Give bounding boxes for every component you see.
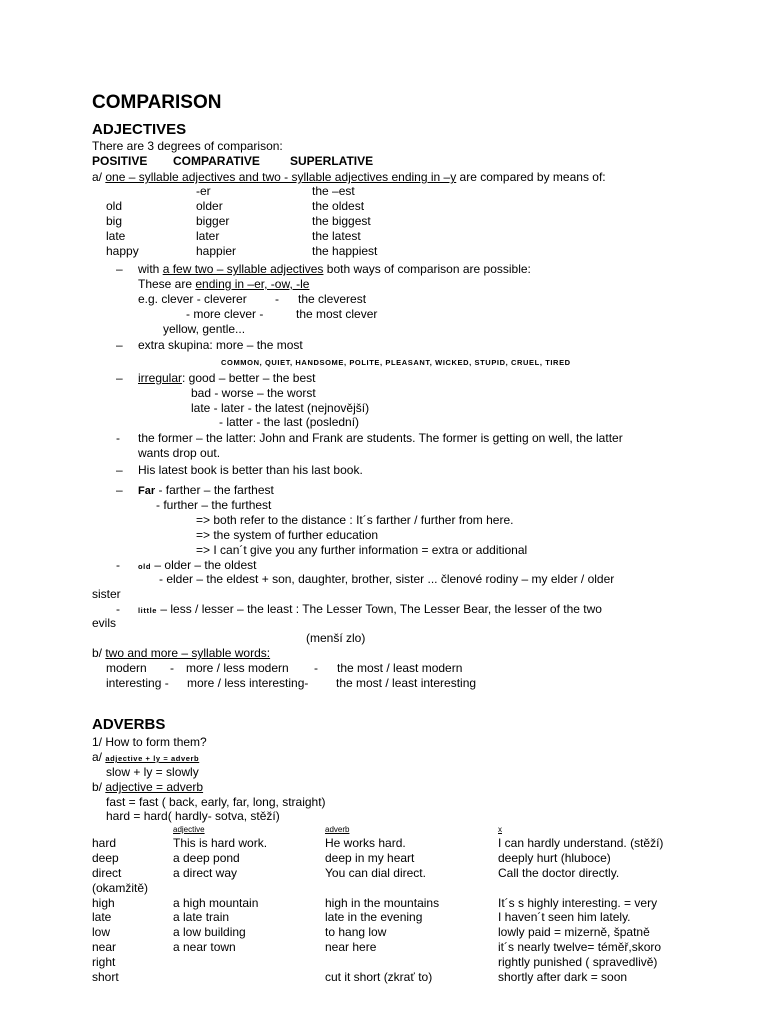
col-head-adjective: adjective xyxy=(173,825,205,834)
interesting-positive: interesting - xyxy=(106,676,169,690)
interesting-superlative: the most / least interesting xyxy=(336,676,477,690)
table-row-adjective: a direct way xyxy=(173,866,238,880)
table-row-word: short xyxy=(92,970,119,984)
little-translation: (menší zlo) xyxy=(306,631,366,645)
example-cleverer: e.g. clever - cleverer xyxy=(138,292,247,306)
table-row-x: lowly paid = mizerně, špatně xyxy=(498,925,650,939)
row-suffix-est: the –est xyxy=(312,184,355,198)
bullet-dash: – xyxy=(116,463,123,477)
col-head-x: x xyxy=(498,825,502,834)
old-elder: - elder – the eldest + son, daughter, brother, sister ... členové rodiny – my elder / older xyxy=(159,572,615,586)
table-row-adjective: a near town xyxy=(173,940,236,954)
bullet-dash: – xyxy=(116,483,123,497)
adverbs-hard: hard = hard( hardly- sotva, stěží) xyxy=(106,809,280,823)
row-late-superlative: the latest xyxy=(312,229,361,243)
row-late-comparative: later xyxy=(196,229,220,243)
table-row-adjective: This is hard work. xyxy=(173,836,268,850)
table-row-adverb: You can dial direct. xyxy=(325,866,426,880)
row-old-comparative: older xyxy=(196,199,223,213)
page-title: COMPARISON xyxy=(92,92,222,113)
table-row-adverb: to hang low xyxy=(325,925,387,939)
table-row-note: (okamžitě) xyxy=(92,881,149,895)
example-dash: - xyxy=(275,292,279,306)
table-row-adjective: a high mountain xyxy=(173,896,259,910)
example-more-clever: - more clever - xyxy=(186,307,264,321)
irregular-line: irregular: good – better – the best xyxy=(138,371,316,385)
degree-positive: POSITIVE xyxy=(92,154,148,168)
former-latter-line2: wants drop out. xyxy=(138,446,221,460)
table-row-x: deeply hurt (hluboce) xyxy=(498,851,611,865)
adverbs-fast: fast = fast ( back, early, far, long, straight) xyxy=(106,795,326,809)
row-happy-positive: happy xyxy=(106,244,139,258)
former-latter-line1: the former – the latter: John and Frank are students. The former is getting on well, the latter xyxy=(138,431,623,445)
row-old-superlative: the oldest xyxy=(312,199,365,213)
table-row-x: rightly punished ( spravedlivě) xyxy=(498,955,658,969)
modern-dash1: - xyxy=(170,661,174,675)
latest-example: His latest book is better than his last book. xyxy=(138,463,363,477)
bullet-dash: – xyxy=(116,338,123,352)
table-row-x: I haven´t seen him lately. xyxy=(498,910,631,924)
table-row-adjective: a deep pond xyxy=(173,851,240,865)
degree-comparative: COMPARATIVE xyxy=(173,154,260,168)
table-row-adverb: He works hard. xyxy=(325,836,406,850)
adverbs-slowly: slow + ly = slowly xyxy=(106,765,199,779)
table-row-x: I can hardly understand. (stěží) xyxy=(498,836,664,850)
table-row-adverb: high in the mountains xyxy=(325,896,440,910)
ending-line: These are ending in –er, -ow, -le xyxy=(138,277,310,291)
table-row-word: high xyxy=(92,896,115,910)
table-row-word: low xyxy=(92,925,111,939)
row-suffix-er: -er xyxy=(196,184,211,198)
adverbs-rule-b: b/ adjective = adverb xyxy=(92,780,204,794)
extra-group-list: COMMON, QUIET, HANDSOME, POLITE, PLEASANT, WICKED, STUPID, CRUEL, TIRED xyxy=(221,358,571,367)
row-big-positive: big xyxy=(106,214,123,228)
adverbs-question: 1/ How to form them? xyxy=(92,735,207,749)
adverbs-rule-a: a/ adjective + ly = adverb xyxy=(92,750,200,764)
rule-b: b/ two and more – syllable words: xyxy=(92,646,271,660)
far-education: => the system of further education xyxy=(196,528,379,542)
table-row-adverb: late in the evening xyxy=(325,910,423,924)
table-row-x: It´s s highly interesting. = very xyxy=(498,896,658,910)
row-happy-comparative: happier xyxy=(196,244,237,258)
example-most-clever: the most clever xyxy=(296,307,378,321)
few-two-syllable-line: with a few two – syllable adjectives both ways of comparison are possible: xyxy=(138,262,531,276)
row-late-positive: late xyxy=(106,229,126,243)
modern-superlative: the most / least modern xyxy=(337,661,463,675)
modern-positive: modern xyxy=(106,661,147,675)
extra-group: extra skupina: more – the most xyxy=(138,338,303,352)
bullet-hyphen: - xyxy=(116,602,120,616)
row-old-positive: old xyxy=(106,199,123,213)
table-row-word: direct xyxy=(92,866,122,880)
table-row-word: deep xyxy=(92,851,119,865)
table-row-x: shortly after dark = soon xyxy=(498,970,628,984)
far-further: - further – the furthest xyxy=(156,498,272,512)
table-row-adjective: a late train xyxy=(173,910,230,924)
irregular-bad: bad - worse – the worst xyxy=(191,386,316,400)
old-line: old – older – the oldest xyxy=(138,558,257,572)
table-row-word: hard xyxy=(92,836,117,850)
example-cleverest: the cleverest xyxy=(298,292,367,306)
table-row-word: late xyxy=(92,910,112,924)
degree-superlative: SUPERLATIVE xyxy=(290,154,374,168)
adverbs-heading: ADVERBS xyxy=(92,716,166,733)
row-big-superlative: the biggest xyxy=(312,214,371,228)
table-row-x: it´s nearly twelve= téměř,skoro xyxy=(498,940,662,954)
adjectives-heading: ADJECTIVES xyxy=(92,121,187,138)
irregular-latter: - latter - the last (poslední) xyxy=(219,415,360,429)
rule-a: a/ one – syllable adjectives and two - syllable adjectives ending in –y are compared by means of: xyxy=(92,170,606,184)
adjectives-intro: There are 3 degrees of comparison: xyxy=(92,139,283,153)
table-row-adverb: near here xyxy=(325,940,377,954)
example-yellow-gentle: yellow, gentle... xyxy=(163,322,246,336)
col-head-adverb: adverb xyxy=(325,825,350,834)
row-happy-superlative: the happiest xyxy=(312,244,378,258)
table-row-adverb: cut it short (zkrať to) xyxy=(325,970,433,984)
bullet-hyphen: - xyxy=(116,558,120,572)
far-line: Far - farther – the farthest xyxy=(138,483,274,497)
row-big-comparative: bigger xyxy=(196,214,230,228)
table-row-x: Call the doctor directly. xyxy=(498,866,620,880)
little-evils: evils xyxy=(92,616,117,630)
modern-dash2: - xyxy=(314,661,318,675)
modern-comparative: more / less modern xyxy=(186,661,289,675)
table-row-adjective: a low building xyxy=(173,925,246,939)
table-row-adverb: deep in my heart xyxy=(325,851,415,865)
bullet-hyphen: - xyxy=(116,431,120,445)
bullet-dash: – xyxy=(116,371,123,385)
far-information: => I can´t give you any further information = extra or additional xyxy=(196,543,528,557)
far-distance: => both refer to the distance : It´s farther / further from here. xyxy=(196,513,514,527)
irregular-late: late - later - the latest (nejnovější) xyxy=(191,401,370,415)
little-line: little – less / lesser – the least : The Lesser Town, The Lesser Bear, the lesser of the two xyxy=(138,602,602,616)
bullet-dash: – xyxy=(116,262,123,276)
table-row-word: near xyxy=(92,940,117,954)
old-sister: sister xyxy=(92,587,121,601)
interesting-comparative: more / less interesting- xyxy=(187,676,309,690)
table-row-word: right xyxy=(92,955,116,969)
